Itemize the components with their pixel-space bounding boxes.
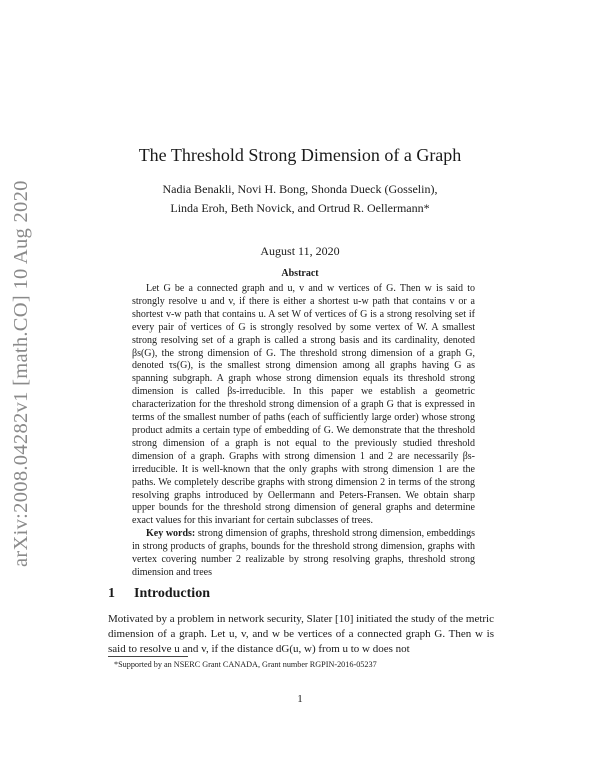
introduction-text: Motivated by a problem in network security, Slater [10] initiated the study of the metric dimension of a graph. Let u, v, and w be vertices of a connected graph G. Then w is said to resolve u and v, if the distance dG(u, w) from u to w does not [108,613,494,656]
arxiv-stamp: arXiv:2008.04282v1 [math.CO] 10 Aug 2020 [10,180,32,567]
paper-title: The Threshold Strong Dimension of a Graph [138,145,462,165]
section-number: 1 [108,586,115,601]
footnote-rule [108,656,188,657]
abstract-heading: Abstract [281,268,319,279]
paper-date: August 11, 2020 [260,244,340,258]
keywords-label: Key words: [146,528,196,540]
author-line-2: Linda Eroh, Beth Novick, and Ortrud R. Oellermann* [170,201,430,215]
abstract-text: Let G be a connected graph and u, v and w vertices of G. Then w is said to strongly resolve u and v, if there is either a shortest u-w path that contains v or a shortest v-w path that contains u. A set W of vertices of G is a strong resolving set if every pair of vertices of G is strongly resolved by some vertex of W. A smallest strong resolving set of a graph is called a strong basis and its cardinality, denoted βs(G), the strong dimension of G. The threshold strong dimension of a graph G, denoted τs(G), is the smallest strong dimension among all graphs having G as spanning subgraph. A graph whose strong dimension equals its threshold strong dimension is called βs-irreducible. In this paper we establish a geometric characterization for the threshold strong dimension of a graph G that is expressed in terms of the smallest number of paths (each of sufficiently large order) whose strong product admits a certain type of embedding of G. We demonstrate that the threshold strong dimension of a graph is not equal to the previously studied threshold dimension of a graph. Graphs with strong dimension 1 and 2 are necessarily βs-irreducible. It is well-known that the only graphs with strong dimension 1 are the paths. We completely describe graphs with strong dimension 2 in terms of the strong resolving graphs introduced by Oellermann and Peters-Fransen. We obtain sharp upper bounds for the threshold strong dimension of general graphs and determine exact values for this invariant for certain subclasses of trees. [132,283,475,527]
page-number: 1 [297,693,303,705]
keywords-text: strong dimension of graphs, threshold strong dimension, embeddings in strong products of graphs, bounds for the threshold strong dimension, graphs with vertex covering number 2 realizable by strong resolving graphs, threshold strong dimension and trees [132,528,475,578]
section-heading [108,586,210,602]
footnote: *Supported by an NSERC Grant CANADA, Grant number RGPIN-2016-05237 [114,660,377,669]
abstract-block [132,283,475,580]
section-title: Introduction [134,586,210,601]
keywords [132,528,475,580]
author-line-1: Nadia Benakli, Novi H. Bong, Shonda Dueck (Gosselin), [162,182,438,196]
author-list [0,180,600,218]
